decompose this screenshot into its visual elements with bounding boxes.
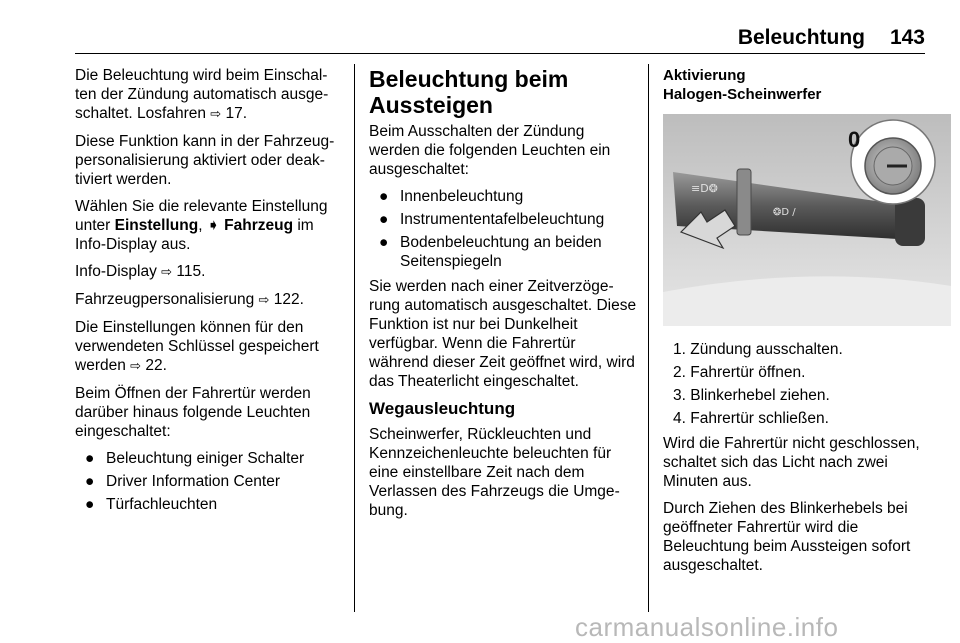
page-number: 143 (889, 26, 925, 49)
paragraph (75, 66, 343, 124)
paragraph: Sie werden nach einer Zeitverzögerung automatisch ausgeschaltet. Diese Funktion ist nur bei Dunkelheit verfügbar. Wenn die Fahrertür während dieser Zeit geöffnet wird, wird das Theaterlicht eingeschaltet. (369, 278, 637, 390)
menu-item-label: Einstellung (114, 217, 199, 234)
paragraph: Beim Öffnen der Fahrertür werden darüber hinaus folgende Leuchten eingeschaltet: (75, 385, 311, 440)
step-item: 2. Fahrertür öffnen. (673, 364, 806, 381)
list-item (369, 187, 637, 206)
page-ref-icon: ⇨ (258, 293, 270, 308)
subsection-heading: Wegausleuchtung (369, 399, 516, 418)
headlight-symbol-icon: ≡D❂ (691, 182, 718, 195)
text: Fahrzeugpersonalisierung (75, 291, 255, 308)
column-3 (663, 66, 931, 583)
paragraph: Durch Ziehen des Blinkerhebels bei geöffneter Fahrertür wird die Beleuchtung beim Aussteigen sofort ausgeschaltet. (663, 500, 911, 574)
bullet-icon: ● (85, 450, 95, 467)
figure-label: 0 (848, 127, 861, 152)
list-item (75, 449, 343, 468)
lever-diagram (663, 114, 951, 326)
bullet-icon: ● (379, 234, 389, 251)
bullet-icon: ● (379, 211, 389, 228)
paragraph: Wird die Fahrertür nicht geschlossen, schaltet sich das Licht nach zwei Minuten aus. (663, 435, 920, 490)
page-title: Beleuchtung (737, 26, 865, 49)
list-item-text: Innenbeleuchtung (400, 188, 524, 205)
list-item (369, 233, 637, 271)
page-ref[interactable]: 115. (176, 263, 206, 280)
bullet-icon: ● (379, 188, 389, 205)
column-2 (369, 66, 637, 528)
header-rule (75, 53, 925, 54)
step-item: 1. Zündung ausschalten. (673, 341, 843, 358)
paragraph (75, 262, 343, 282)
step-item: 3. Blinkerhebel ziehen. (673, 387, 830, 404)
text: Info-Display (75, 263, 157, 280)
bullet-icon: ● (85, 473, 95, 490)
page-ref-icon: ⇨ (210, 107, 222, 122)
lever-base (895, 198, 925, 246)
bullet-icon: ● (85, 496, 95, 513)
heading-activation: Aktivierung (663, 67, 746, 84)
light-symbol-icon: ❂D / (773, 207, 796, 218)
list-item-text: Driver Information Center (106, 473, 281, 490)
page-ref[interactable]: 122. (273, 291, 304, 308)
list-item-text: Türfachleuchten (106, 496, 218, 513)
bullet-list (75, 449, 343, 514)
menu-arrow-icon: ➧ (206, 217, 220, 234)
page-ref[interactable]: 17. (225, 105, 248, 122)
paragraph (75, 318, 343, 376)
section-heading: Beleuchtung beim Aussteigen (369, 66, 569, 118)
paragraph: Beim Ausschalten der Zündung werden die folgenden Leuchten ein ausgeschaltet: (369, 123, 611, 178)
paragraph (75, 197, 343, 254)
paragraph (75, 290, 343, 310)
page-ref-icon: ⇨ (161, 265, 173, 280)
list-item-text: Instrumententafelbeleuchtung (400, 211, 605, 228)
text: Die Einstellungen können für den verwendeten Schlüssel gespeichert werden (75, 319, 319, 374)
step-list (663, 340, 931, 428)
column-1 (75, 66, 343, 520)
column-divider-1 (354, 64, 355, 612)
watermark: carmanualsonline.info (575, 612, 839, 642)
text: im Info-Display aus. (75, 217, 314, 253)
lever-illustration (663, 114, 951, 326)
bullet-list (369, 187, 637, 271)
list-item-text: Beleuchtung einiger Schalter (106, 450, 305, 467)
heading-halogen: Halogen-Scheinwerfer (663, 86, 822, 103)
list-item (75, 472, 343, 491)
text: , (198, 217, 207, 234)
paragraph: Scheinwerfer, Rückleuchten und Kennzeichenleuchte beleuchten für eine einstellbare Zeit nach dem Verlassen des Fahrzeugs die Umgebung. (369, 426, 620, 519)
page-ref[interactable]: 22. (145, 357, 167, 374)
text: Wählen Sie die relevante Einstellung unter (75, 198, 328, 234)
page-ref-icon: ⇨ (130, 359, 142, 374)
step-item: 4. Fahrertür schließen. (673, 410, 829, 427)
list-item (369, 210, 637, 229)
page-header (75, 26, 925, 50)
menu-item-label: Fahrzeug (224, 217, 294, 234)
column-divider-2 (648, 64, 649, 612)
text: Die Beleuchtung wird beim Einschalten der Zündung automatisch ausgeschaltet. Losfahren (75, 67, 329, 122)
paragraph: Diese Funktion kann in der Fahrzeugpersonalisierung aktiviert oder deaktiviert werden. (75, 133, 335, 188)
list-item-text: Bodenbeleuchtung an beiden Seitenspiegeln (400, 234, 602, 270)
list-item (75, 495, 343, 514)
lever-ring (737, 169, 751, 235)
